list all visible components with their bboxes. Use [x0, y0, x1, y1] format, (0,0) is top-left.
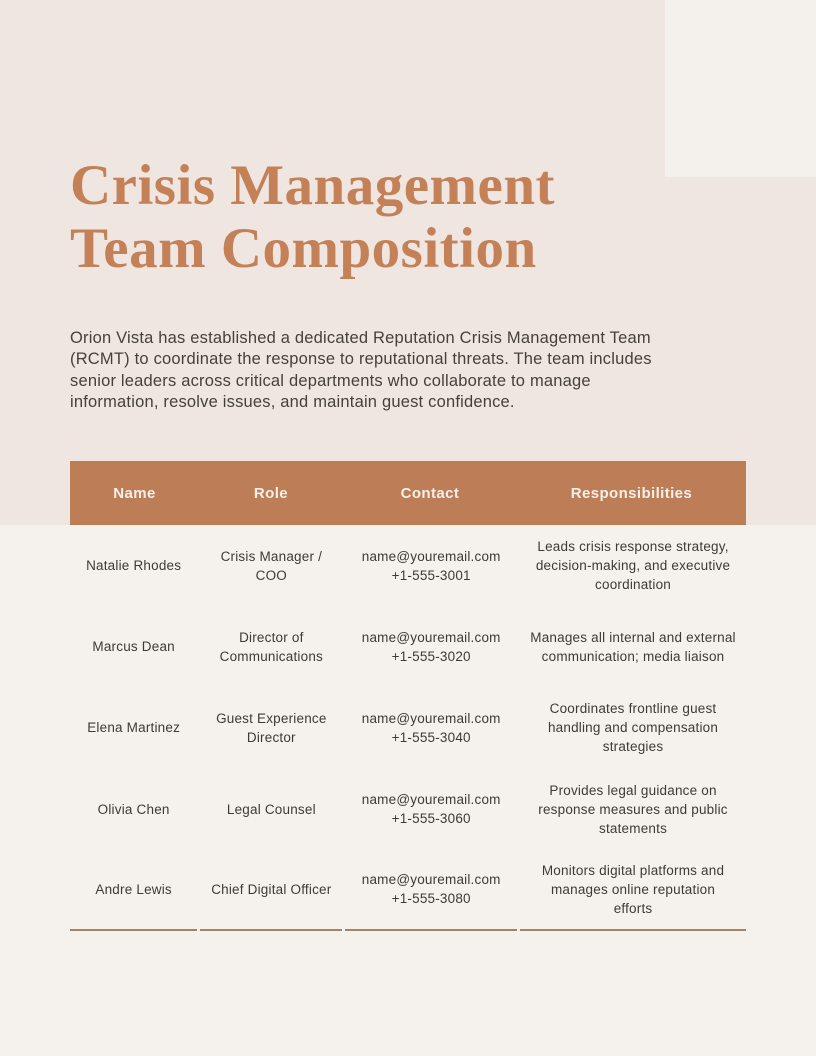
cell-contact: [345, 769, 517, 850]
page-title-line-2: Team Composition: [70, 217, 537, 281]
contact-email: name@youremail.com: [361, 792, 501, 808]
column-header-role: Role: [253, 484, 289, 502]
cell-responsibilities: Coordinates frontline guest handling and compensation strategies: [547, 701, 719, 755]
table-header-row: [70, 461, 746, 525]
cell-contact: [345, 850, 517, 931]
contact-phone: +1-555-3040: [391, 729, 471, 745]
page-title: [70, 154, 555, 281]
cell-role: Crisis Manager / COO: [220, 548, 323, 583]
cell-responsibilities: Monitors digital platforms and manages online reputation efforts: [520, 850, 746, 931]
contact-phone: +1-555-3080: [391, 891, 471, 907]
corner-accent-rectangle: [665, 0, 816, 177]
contact-phone: +1-555-3020: [391, 648, 471, 664]
page-title-line-1: Crisis Management: [70, 154, 556, 218]
table-body: [70, 525, 746, 931]
contact-email: name@youremail.com: [361, 548, 501, 564]
cell-responsibilities: Provides legal guidance on response measures and public statements: [538, 782, 728, 836]
contact-email: name@youremail.com: [361, 872, 501, 888]
cell-responsibilities: Manages all internal and external communication; media liaison: [530, 629, 736, 664]
cell-role: Director of Communications: [219, 629, 323, 664]
column-header-responsibilities: Responsibilities: [570, 484, 693, 502]
cell-contact: [345, 525, 517, 606]
cell-contact: [345, 687, 517, 768]
cell-contact: [345, 606, 517, 687]
cell-role: Guest Experience Director: [216, 710, 327, 745]
cell-role: Legal Counsel: [226, 801, 316, 817]
cell-name: Marcus Dean: [92, 639, 175, 655]
column-header-name: Name: [113, 484, 156, 502]
contact-phone: +1-555-3060: [391, 811, 471, 827]
cell-role: Chief Digital Officer: [200, 850, 342, 931]
contact-email: name@youremail.com: [361, 629, 501, 645]
cell-name: Andre Lewis: [70, 850, 197, 931]
column-header-contact: Contact: [400, 484, 460, 502]
contact-phone: +1-555-3001: [391, 567, 471, 583]
cell-responsibilities: Leads crisis response strategy, decision-making, and executive coordination: [535, 539, 731, 593]
cell-name: Elena Martinez: [87, 720, 181, 736]
intro-paragraph: Orion Vista has established a dedicated Reputation Crisis Management Team (RCMT) to coordinate the response to reputational threats. The team includes senior leaders across critical departments who collaborate to manage information, resolve issues, and maintain guest confidence.: [70, 328, 652, 411]
cell-name: Olivia Chen: [97, 801, 170, 817]
contact-email: name@youremail.com: [361, 710, 501, 726]
cell-name: Natalie Rhodes: [86, 558, 182, 574]
